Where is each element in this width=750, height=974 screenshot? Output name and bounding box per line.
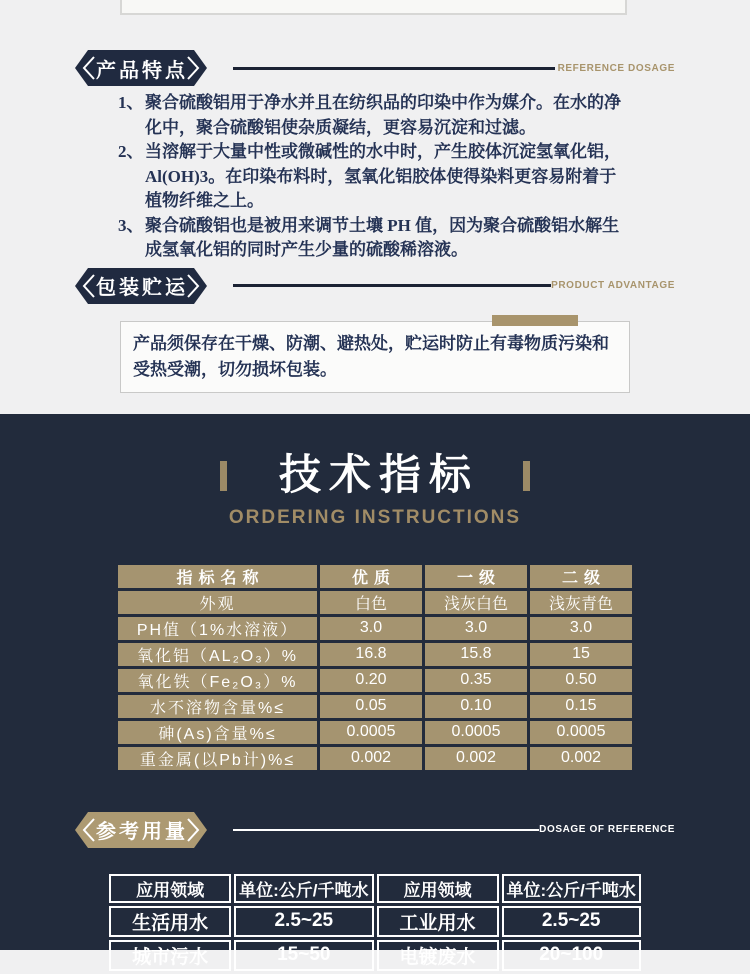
header-row (109, 874, 641, 903)
column-header: 应用领域 (377, 874, 499, 903)
packing-banner-row (0, 268, 750, 304)
feature-item (118, 91, 632, 140)
packing-section (0, 268, 750, 393)
section-subtitle: ORDERING INSTRUCTIONS (228, 506, 522, 528)
feature-item-text: 聚合硫酸铝也是被用来调节土壤 PH 值，因为聚合硫酸铝水解生成氢氧化铝的同时产生少量的硫酸稀溶液。 (145, 215, 620, 259)
table-cell: 0.50 (530, 669, 632, 692)
features-english-label: REFERENCE DOSAGE (557, 62, 675, 74)
table-cell: 水不溶物含量%≤ (118, 695, 317, 718)
table-cell: 3.0 (530, 617, 632, 640)
title-accent-bar-left (220, 461, 227, 491)
table-cell: PH值（1%水溶液） (118, 617, 317, 640)
header-row (118, 565, 632, 588)
table-cell: 0.0005 (530, 721, 632, 744)
section-title: 技术指标 (278, 452, 479, 499)
table-cell: 15~50 (234, 940, 373, 971)
table-row (109, 940, 641, 971)
feature-item-text: 聚合硫酸铝用于净水并且在纺织品的印染中作为媒介。在水的净化中，聚合硫酸铝使杂质凝结，更容易沉淀和过滤。 (145, 93, 621, 137)
tan-accent-bar (492, 315, 578, 326)
table-cell: 15.8 (425, 643, 527, 666)
packing-banner-label: 包装贮运 (96, 277, 188, 299)
table-row (118, 591, 632, 614)
column-header: 一级 (425, 565, 527, 588)
table-cell: 2.5~25 (502, 906, 641, 937)
column-header: 单位:公斤/千吨水 (234, 874, 373, 903)
feature-list (118, 91, 632, 263)
feature-item-number: 2、 (118, 142, 144, 161)
feature-item-number: 1、 (118, 93, 144, 112)
table-cell: 生活用水 (109, 906, 231, 937)
tech-title-row (0, 452, 750, 500)
dosage-banner-label: 参考用量 (96, 821, 188, 843)
table-cell: 砷(As)含量%≤ (118, 721, 317, 744)
table-cell: 15 (530, 643, 632, 666)
table-cell: 0.002 (320, 747, 422, 770)
tech-specs-table (115, 562, 635, 773)
table-cell: 0.002 (530, 747, 632, 770)
table-cell: 0.20 (320, 669, 422, 692)
features-banner-row (0, 50, 750, 86)
table-cell: 3.0 (320, 617, 422, 640)
table-row (109, 906, 641, 937)
dosage-table (106, 871, 644, 974)
table-row (118, 669, 632, 692)
feature-item (118, 214, 632, 263)
table-cell: 城市污水 (109, 940, 231, 971)
column-header: 单位:公斤/千吨水 (502, 874, 641, 903)
table-cell: 0.10 (425, 695, 527, 718)
table-cell: 0.0005 (320, 721, 422, 744)
column-header: 二级 (530, 565, 632, 588)
dosage-banner-row (0, 812, 750, 848)
table-cell: 16.8 (320, 643, 422, 666)
feature-item-number: 3、 (118, 215, 144, 235)
table-cell: 3.0 (425, 617, 527, 640)
table-cell: 氧化铁（Fe₂O₃）% (118, 669, 317, 692)
features-banner (75, 50, 207, 86)
title-accent-bar-right (523, 461, 530, 491)
table-cell: 0.35 (425, 669, 527, 692)
table-cell: 0.15 (530, 695, 632, 718)
table-cell: 浅灰白色 (425, 591, 527, 614)
column-header: 优质 (320, 565, 422, 588)
table-cell: 20~100 (502, 940, 641, 971)
feature-item (118, 140, 632, 214)
table-cell: 0.0005 (425, 721, 527, 744)
features-banner-label: 产品特点 (96, 59, 188, 82)
table-cell: 工业用水 (377, 906, 499, 937)
table-cell: 氧化铝（AL₂O₃）% (118, 643, 317, 666)
dosage-english-label: DOSAGE OF REFERENCE (539, 824, 675, 835)
column-header: 应用领域 (109, 874, 231, 903)
previous-section-box-remnant (120, 0, 627, 15)
table-cell: 电镀废水 (377, 940, 499, 971)
technical-specs-section (0, 414, 750, 968)
table-row (118, 721, 632, 744)
table-row (118, 747, 632, 770)
table-cell: 0.05 (320, 695, 422, 718)
table-cell: 外观 (118, 591, 317, 614)
table-row (118, 643, 632, 666)
divider-line (233, 284, 551, 287)
table-cell: 重金属(以Pb计)%≤ (118, 747, 317, 770)
table-cell: 浅灰青色 (530, 591, 632, 614)
table-row (118, 695, 632, 718)
storage-notice-box: 产品须保存在干燥、防潮、避热处，贮运时防止有毒物质污染和受热受潮，切勿损坏包装。 (120, 321, 630, 393)
features-section (0, 50, 750, 263)
column-header: 指标名称 (118, 565, 317, 588)
table-cell: 白色 (320, 591, 422, 614)
packing-english-label: PRODUCT ADVANTAGE (551, 280, 675, 291)
packing-banner (75, 268, 207, 304)
divider-line (233, 829, 539, 831)
storage-notice-wrap (120, 321, 630, 393)
dosage-banner (75, 812, 207, 848)
divider-line (233, 67, 555, 70)
table-cell: 2.5~25 (234, 906, 373, 937)
table-cell: 0.002 (425, 747, 527, 770)
feature-item-text: 当溶解于大量中性或微碱性的水中时，产生胶体沉淀氢氧化铝，Al(OH)3。在印染布料时，氢氧化铝胶体使得染料更容易附着于植物纤维之上。 (145, 142, 621, 210)
table-row (118, 617, 632, 640)
